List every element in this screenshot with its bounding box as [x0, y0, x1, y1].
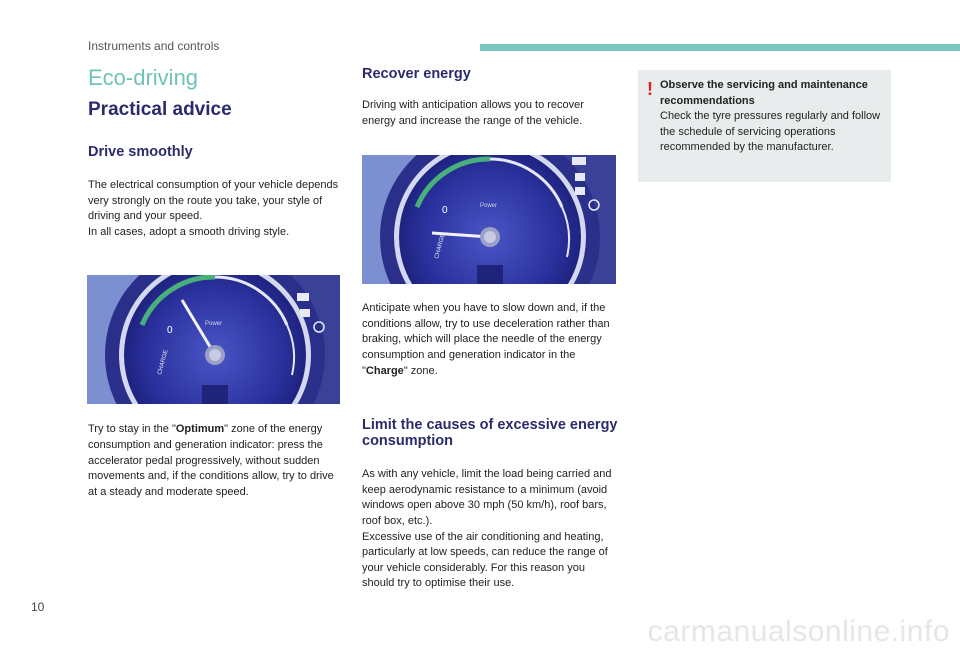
page-title: Eco-driving [88, 65, 199, 90]
heading-recover-energy: Recover energy [362, 66, 471, 82]
heading-limit-consumption: Limit the causes of excessive energy consumption [362, 417, 618, 450]
exclamation-warning-icon: ! [647, 79, 653, 99]
heading-drive-smoothly: Drive smoothly [88, 144, 193, 160]
header-bar [480, 44, 960, 51]
gauge-zero-label: 0 [167, 325, 173, 336]
warning-box [638, 70, 891, 182]
watermark: carmanualsonline.info [647, 615, 950, 648]
warning-title: Observe the servicing and maintenance recommendations [660, 79, 868, 107]
section-title: Practical advice [88, 99, 232, 120]
section-label: Instruments and controls [88, 39, 220, 53]
gauge-power-label: Power [480, 203, 498, 209]
gauge-image-optimum [87, 275, 340, 404]
paragraph-air-conditioning: Excessive use of the air conditioning and heating, particularly at low speeds, can reduce the range of your vehicle considerably. For this reason you should try to optimise their use. [362, 530, 608, 590]
gauge-power-label: Power [205, 321, 223, 327]
paragraph-consumption: The electrical consumption of your vehicle depends very strongly on the route you take, your style of driving and your speed. [88, 179, 339, 223]
paragraph-charge: Anticipate when you have to slow down and, if the conditions allow, try to use deceleration rather than braking, which will place the needle of the energy consumption and generation indicator in the "Charge" zone. [362, 302, 610, 377]
column-middle [362, 66, 618, 592]
paragraph-load: As with any vehicle, limit the load being carried and keep aerodynamic resistance to a minimum (avoid windows open above 30 mph (50 km/h), roof bars, roof box, etc.). [362, 468, 612, 527]
warning-body: Check the tyre pressures regularly and follow the schedule of servicing operations recommended by the manufacturer. [660, 110, 881, 154]
gauge-charge-label: CHARGE [434, 233, 447, 260]
gauge-charge-label: CHARGE [157, 349, 170, 376]
page-number: 10 [31, 600, 45, 614]
paragraph-smooth: In all cases, adopt a smooth driving style. [88, 225, 290, 238]
paragraph-optimum: Try to stay in the "Optimum" zone of the energy consumption and generation indicator: press the accelerator pedal progressively, without sudden movements and, if the conditions allow, try to drive at a steady and moderate speed. [88, 423, 334, 498]
paragraph-anticipation: Driving with anticipation allows you to recover energy and increase the range of the vehicle. [362, 99, 584, 127]
gauge-image-charge [362, 155, 616, 284]
gauge-zero-label: 0 [442, 205, 448, 216]
